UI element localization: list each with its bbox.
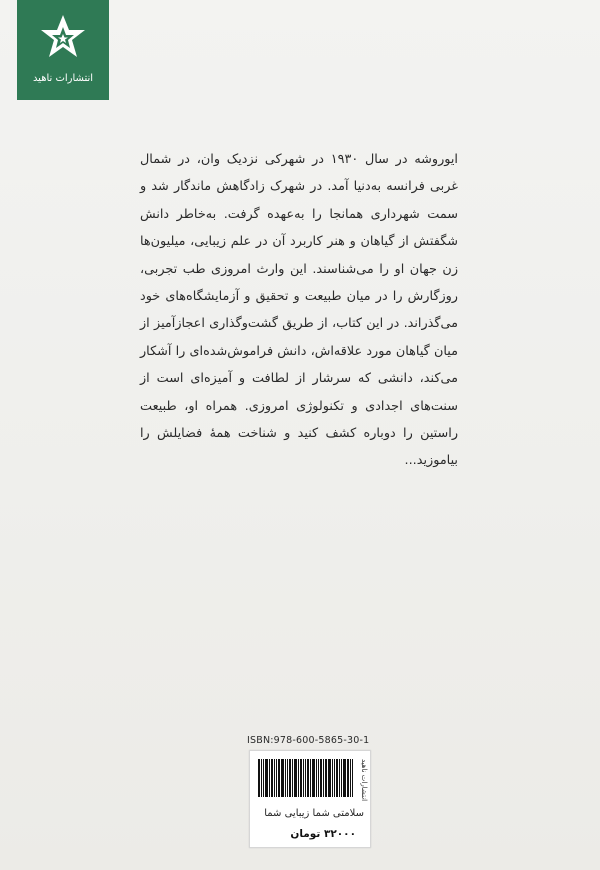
barcode-bar [303,759,304,797]
barcode-bar [274,759,275,797]
barcode-bar [265,759,268,797]
barcode-bar [323,759,324,797]
barcode-bar [325,759,327,797]
barcode-bar [350,759,351,797]
barcode-bar [318,759,319,797]
barcode-bar [352,759,353,797]
barcode-bar [298,759,299,797]
price-sticker [249,750,371,848]
barcode-bar [300,759,302,797]
barcode-bar [281,759,284,797]
barcode-bar [276,759,277,797]
barcode-bar [269,759,270,797]
publisher-logo [17,0,109,100]
sticker-book-title: سلامتی شما زیبایی شما [264,808,364,819]
barcode-bar [310,759,311,797]
sticker-price: ۳۲۰۰۰ تومان [290,828,356,840]
barcode-bar [263,759,264,797]
star-emblem-icon [31,8,95,70]
barcode-bar [347,759,349,797]
barcode-bar [307,759,309,797]
publisher-name: انتشارات ناهید [32,73,94,84]
barcode-bar [287,759,288,797]
barcode-bar [294,759,297,797]
barcode-bar [292,759,293,797]
book-description [140,146,458,475]
barcode-bar [332,759,333,797]
barcode-bar [278,759,280,797]
barcode-bar [271,759,273,797]
barcode-bar [334,759,335,797]
barcode-bar [343,759,346,797]
barcode-bar [328,759,331,797]
barcode-bar [289,759,291,797]
description-paragraph: ایوروشه در سال ۱۹۳۰ در شهرکی نزدیک وان، در شمال غربی فرانسه به‌دنیا آمد. در شهرک زادگاهش ماندگار شد و سمت شهرداری همانجا را به‌عهده گرفت. به‌خاطر دانش شگفتش از گیاهان و هنر کاربرد آن در علم زیبایی، میلیون‌ها زن جهان او را می‌شناسند. این وارث امروزی طب تجربی، روزگارش را در میان طبیعت و تحقیق و آزمایشگاه‌های خود می‌گذراند. در این کتاب، از طریق گشت‌وگذاری اعجازآمیز از میان گیاهان مورد علاقه‌اش، دانش فراموش‌شده‌ای را آشکار می‌کند، دانشی که سرشار از لطافت و آمیزه‌ای است از سنت‌های اجدادی و تکنولوژی امروزی. همراه او، طبیعت راستین را دوباره کشف کنید و شناخت همهٔ فضایلش را بیاموزید... [140,152,458,469]
sticker-side-text: انتشارات ناهید [360,758,368,801]
barcode-bar [336,759,338,797]
barcode-bar [341,759,342,797]
barcode-bar [320,759,322,797]
isbn-number: ISBN:978-600-5865-30-1 [247,735,370,746]
barcode-bar [316,759,317,797]
barcode-bar [261,759,262,797]
barcode-bar [339,759,340,797]
barcode-bar [258,759,260,797]
barcode-bar [305,759,306,797]
barcode-bar [312,759,315,797]
barcode [258,759,354,797]
barcode-bar [285,759,286,797]
